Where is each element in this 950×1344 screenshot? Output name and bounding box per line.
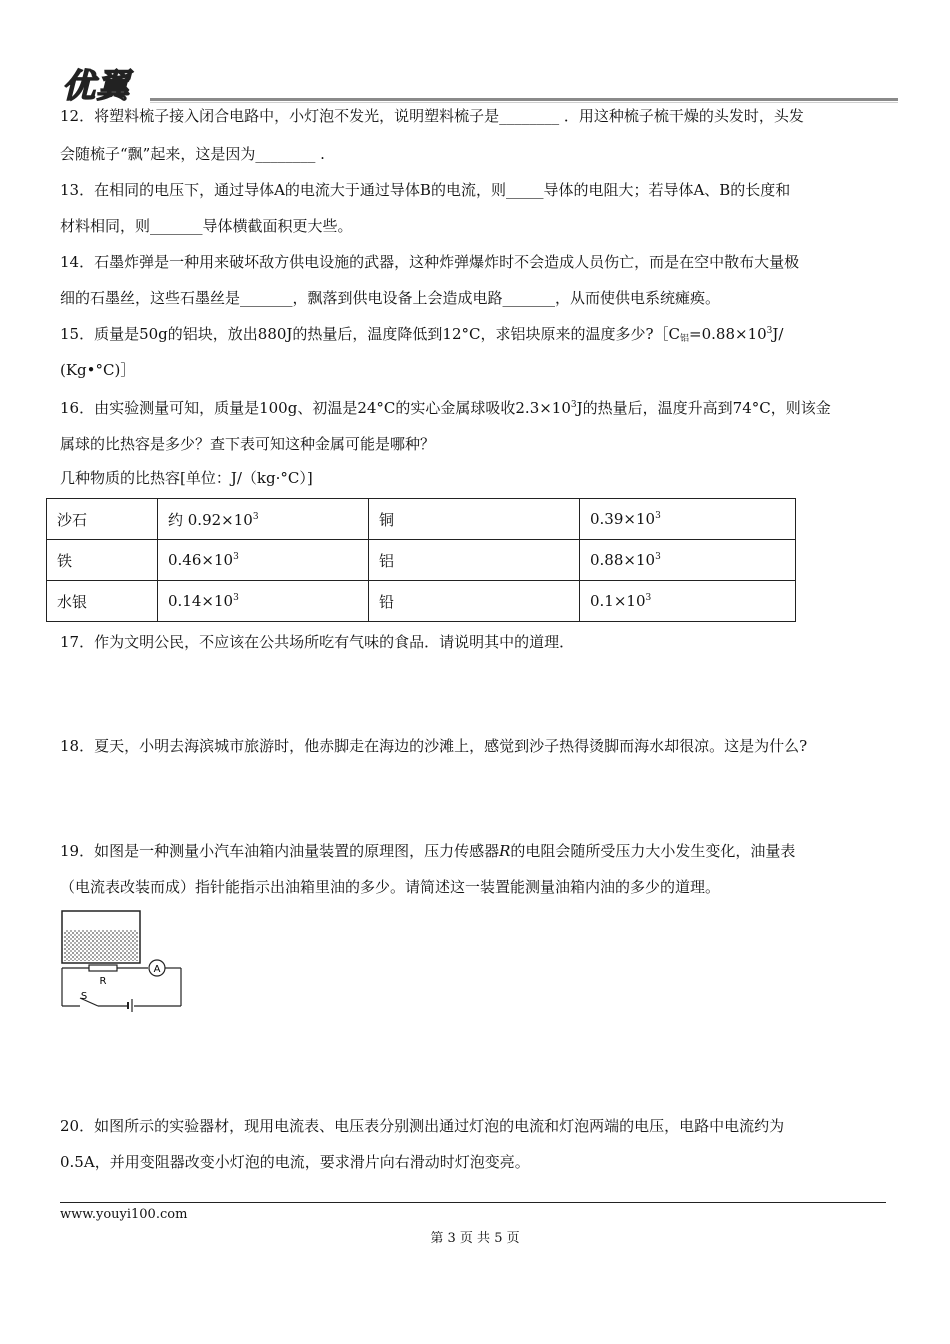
q14-line-1: 14．石墨炸弹是一种用来破坏敌方供电设施的武器，这种炸弹爆炸时不会造成人员伤亡，而是在空中散布大量极	[60, 253, 800, 271]
q12-line-1: 12．将塑料梳子接入闭合电路中，小灯泡不发光，说明塑料梳子是________ ．用这种梳子梳干燥的头发时，头发	[60, 107, 804, 125]
cell-value: 0.39×10	[590, 510, 656, 528]
table-cell: 铝	[369, 540, 580, 581]
cell-exp: 3	[252, 511, 259, 522]
q13-line-1: 13．在相同的电压下，通过导体A的电流大于通过导体B的电流，则_____导体的电阻大；若导体A、B的长度和	[60, 181, 791, 199]
header-rule-thin	[150, 102, 898, 103]
cell-value: 约 0.92×10	[168, 510, 253, 529]
q15-line-1	[60, 324, 783, 344]
cell-exp: 3	[655, 552, 661, 562]
table-cell	[158, 540, 369, 581]
oil-gauge-circuit-diagram	[56, 908, 186, 1012]
q15-sup: 3	[766, 326, 773, 336]
page-number: 第 3 页 共 5 页	[430, 1231, 520, 1246]
q16-line-2: 属球的比热容是多少？查下表可知这种金属可能是哪种？	[60, 435, 436, 453]
q16-text-b: J的热量后，温度升高到74°C，则该金	[576, 399, 831, 417]
q19-text-b: 的电阻会随所受压力大小发生变化，油量表	[510, 842, 796, 860]
resistor-label: R	[99, 976, 107, 987]
q15-text-a: 15．质量是50g的铝块，放出880J的热量后，温度降低到12°C，求铝块原来的温度多少?［C	[60, 325, 681, 343]
specific-heat-table	[46, 498, 796, 622]
q15-line-2: (Kg•°C)］	[60, 361, 136, 379]
logo-text: 优翼	[62, 66, 130, 105]
q15-text-c: J/	[772, 325, 784, 343]
table-cell	[158, 499, 369, 540]
q20-line-1: 20．如图所示的实验器材，现用电流表、电压表分别测出通过灯泡的电流和灯泡两端的电压，电路中电流约为	[60, 1117, 785, 1135]
q17-text: 17．作为文明公民，不应该在公共场所吃有气味的食品．请说明其中的道理．	[60, 633, 575, 651]
q19-text-a: 19．如图是一种测量小汽车油箱内油量装置的原理图，压力传感器	[60, 842, 500, 860]
table-cell	[580, 581, 796, 622]
table-cell: 沙石	[47, 499, 158, 540]
q16-sup: 3	[570, 400, 577, 410]
q15-text-b: =0.88×10	[689, 325, 767, 343]
q20-line-2: 0.5A，并用变阻器改变小灯泡的电流，要求滑片向右滑动时灯泡变亮。	[60, 1153, 530, 1171]
footer-url[interactable]: www.youyi100.com	[60, 1207, 188, 1222]
ammeter-label: A	[153, 964, 161, 975]
q14-line-2: 细的石墨丝，这些石墨丝是_______，飘落到供电设备上会造成电路_______，从而使供电系统瘫痪。	[60, 289, 721, 307]
footer-rule	[60, 1202, 886, 1203]
cell-exp: 3	[233, 552, 239, 562]
cell-value: 0.1×10	[590, 592, 646, 610]
q16-text-a: 16．由实验测量可知，质量是100g、初温是24°C的实心金属球吸收2.3×10	[60, 399, 571, 417]
q19-r-symbol: R	[499, 842, 511, 860]
q19-line-2: （电流表改装而成）指针能指示出油箱里油的多少。请简述这一装置能测量油箱内油的多少的道理。	[60, 878, 721, 896]
switch-label: S	[80, 991, 88, 1002]
table-cell: 铁	[47, 540, 158, 581]
table-cell: 水银	[47, 581, 158, 622]
cell-exp: 3	[233, 593, 239, 603]
table-row	[47, 581, 796, 622]
table-cell: 铅	[369, 581, 580, 622]
cell-value: 0.46×10	[168, 551, 234, 569]
table-cell: 铜	[369, 499, 580, 540]
table-row	[47, 499, 796, 540]
cell-value: 0.88×10	[590, 551, 656, 569]
table-cell	[158, 581, 369, 622]
oil-fill	[64, 930, 138, 961]
table-cell	[580, 540, 796, 581]
cell-exp: 3	[655, 511, 661, 521]
q18-text: 18．夏天，小明去海滨城市旅游时，他赤脚走在海边的沙滩上，感觉到沙子热得烫脚而海水却很凉。这是为什么?	[60, 737, 808, 755]
header-rule	[150, 98, 898, 101]
table-row	[47, 540, 796, 581]
table-caption: 几种物质的比热容[单位：J/（kg·°C）]	[60, 469, 313, 487]
q15-sub: 铝	[680, 334, 690, 344]
q13-line-2: 材料相同，则_______导体横截面积更大些。	[60, 217, 353, 235]
q12-line-2: 会随梳子“飘”起来，这是因为________ .	[60, 145, 325, 163]
q16-line-1	[60, 398, 831, 418]
cell-exp: 3	[645, 593, 652, 603]
cell-value: 0.14×10	[168, 592, 234, 610]
pressure-sensor-resistor	[89, 965, 117, 971]
table-cell	[580, 499, 796, 540]
q19-line-1	[60, 841, 795, 861]
